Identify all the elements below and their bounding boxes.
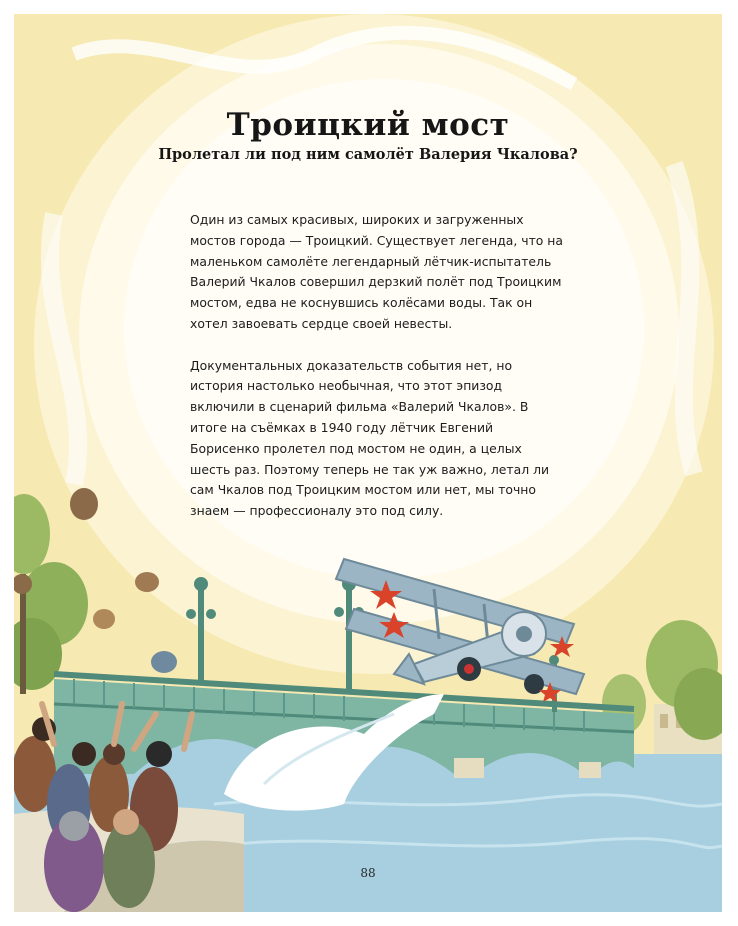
- paragraph: Документальных доказательств события нет, но история настолько необычная, что этот эпизод включили в сценарий фильма «Валерий Чкалов». В итоге на съёмках в 1940 году лётчик Евгений Борисенко пролетел под мостом не один, а целых шесть раз. Поэтому теперь не так уж важно, летал ли сам Чкалов под Троицким мостом или нет, мы точно знаем — профессионалу это под силу.: [190, 357, 550, 519]
- paragraph: Один из самых красивых, широких и загруженных мостов города — Троицкий. Существует легенда, что на маленьком самолёте легендарный лётчик-испытатель Валерий Чкалов совершил дерзкий полёт под Троицким мостом, едва не коснувшись колёсами воды. Так он хотел завоевать сердце своей невесты.: [190, 212, 564, 331]
- page-number: 88: [360, 866, 376, 880]
- page-title: Троицкий мост: [226, 107, 510, 143]
- body-text: [190, 210, 566, 543]
- page-subtitle: Пролетал ли под ним самолёт Валерия Чкалова?: [158, 146, 578, 163]
- book-page: [14, 14, 722, 912]
